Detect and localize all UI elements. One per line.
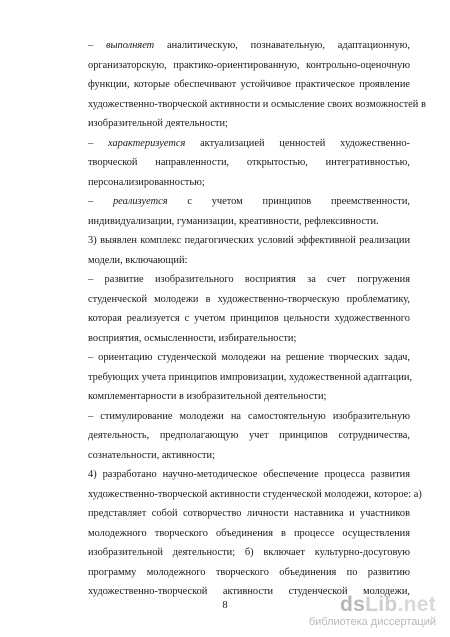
- watermark-subtitle: библиотека диссертаций: [308, 616, 436, 628]
- line-text: комплементарности в изобразительной деятельности;: [88, 391, 327, 402]
- text-line: [88, 270, 410, 290]
- text-line: [88, 95, 426, 115]
- emphasized-term: характеризуется: [107, 137, 186, 149]
- emphasized-term: выполняет: [106, 40, 155, 51]
- text-line: [88, 504, 410, 524]
- line-text: 3) выявлен комплекс педагогических условий эффективной реализации: [88, 235, 410, 246]
- text-line: [88, 231, 410, 251]
- line-text: – развитие изобразительного восприятия за счет погружения: [88, 274, 410, 285]
- line-text: 4) разработано научно-методическое обеспечение процесса развития: [88, 469, 410, 480]
- text-line: [88, 563, 410, 583]
- watermark-logo-lib: Lib: [365, 593, 398, 616]
- watermark-logo: [309, 594, 436, 616]
- line-text: студенческой молодежи в художественно-творческую проблематику,: [88, 293, 410, 305]
- text-line: [88, 524, 410, 544]
- line-prefix: –: [88, 196, 113, 207]
- text-line: [88, 290, 410, 310]
- line-text: модели, включающий:: [88, 254, 188, 266]
- text-line: [88, 153, 410, 173]
- line-text: сознательности, активности;: [88, 449, 215, 461]
- text-line: [88, 309, 410, 329]
- watermark-logo-ds: ds: [339, 593, 366, 616]
- text-line: [88, 114, 410, 134]
- line-text: художественно-творческой активности и осмысление своих возможностей в: [88, 98, 426, 110]
- line-prefix: –: [88, 40, 106, 51]
- line-text: представляет собой сотворчество личности наставника и участников: [88, 508, 410, 519]
- text-line: [88, 36, 410, 56]
- line-text: персонализированностью;: [88, 176, 205, 188]
- line-text: изобразительной деятельности; б) включает культурно-досуговую: [88, 547, 410, 558]
- line-text: восприятия, осмысленности, избирательности;: [88, 332, 297, 344]
- line-text: художественно-творческой активности студенческой молодежи,: [88, 586, 410, 597]
- text-line: [88, 446, 410, 466]
- line-text: требующих учета принципов импровизации, художественной адаптации,: [88, 371, 413, 383]
- page-number: 8: [222, 600, 228, 611]
- text-line: [88, 192, 410, 212]
- line-text: которая реализуется с учетом принципов цельности художественного: [88, 313, 410, 324]
- line-text: – ориентацию студенческой молодежи на решение творческих задач,: [88, 352, 410, 363]
- text-line: [88, 543, 410, 563]
- text-line: [88, 173, 410, 193]
- line-text: организаторскую, практико-ориентированную, контрольно-оценочную: [88, 59, 410, 71]
- text-line: [88, 56, 410, 76]
- line-text: индивидуализации, гуманизации, креативности, рефлексивности.: [88, 215, 379, 227]
- line-text: функции, которые обеспечивают устойчивое практическое проявление: [88, 79, 410, 90]
- text-line: [88, 368, 413, 388]
- line-text: – стимулирование молодежи на самостоятельную изобразительную: [88, 410, 410, 422]
- text-line: [88, 426, 410, 446]
- line-text: творческой направленности, открытостью, интегративностью,: [88, 157, 410, 168]
- line-text: аналитическую, познавательную, адаптационную,: [154, 40, 410, 51]
- watermark: [309, 594, 436, 629]
- line-text: художественно-творческой активности студенческой молодежи, которое: а): [88, 488, 422, 500]
- text-line: [88, 251, 410, 271]
- line-text: с учетом принципов преемственности,: [167, 196, 410, 207]
- emphasized-term: реализуется: [112, 196, 168, 207]
- line-text: изобразительной деятельности;: [88, 118, 228, 129]
- text-line: [88, 465, 410, 485]
- text-line: [88, 75, 410, 95]
- text-line: [88, 407, 410, 427]
- text-line: [88, 485, 422, 505]
- line-prefix: –: [88, 137, 108, 149]
- line-text: деятельность, предполагающую учет принципов сотрудничества,: [88, 430, 410, 441]
- text-line: [88, 387, 410, 407]
- line-text: актуализацией ценностей художественно-: [185, 137, 411, 149]
- text-line: [88, 134, 410, 154]
- line-text: молодежного творческого объединения в процессе осуществления: [88, 527, 410, 539]
- text-line: [88, 329, 410, 349]
- line-text: программу молодежного творческого объединения по развитию: [88, 566, 410, 578]
- text-line: [88, 348, 410, 368]
- watermark-logo-net: .net: [397, 593, 436, 616]
- text-line: [88, 212, 410, 232]
- body-text: [88, 36, 426, 602]
